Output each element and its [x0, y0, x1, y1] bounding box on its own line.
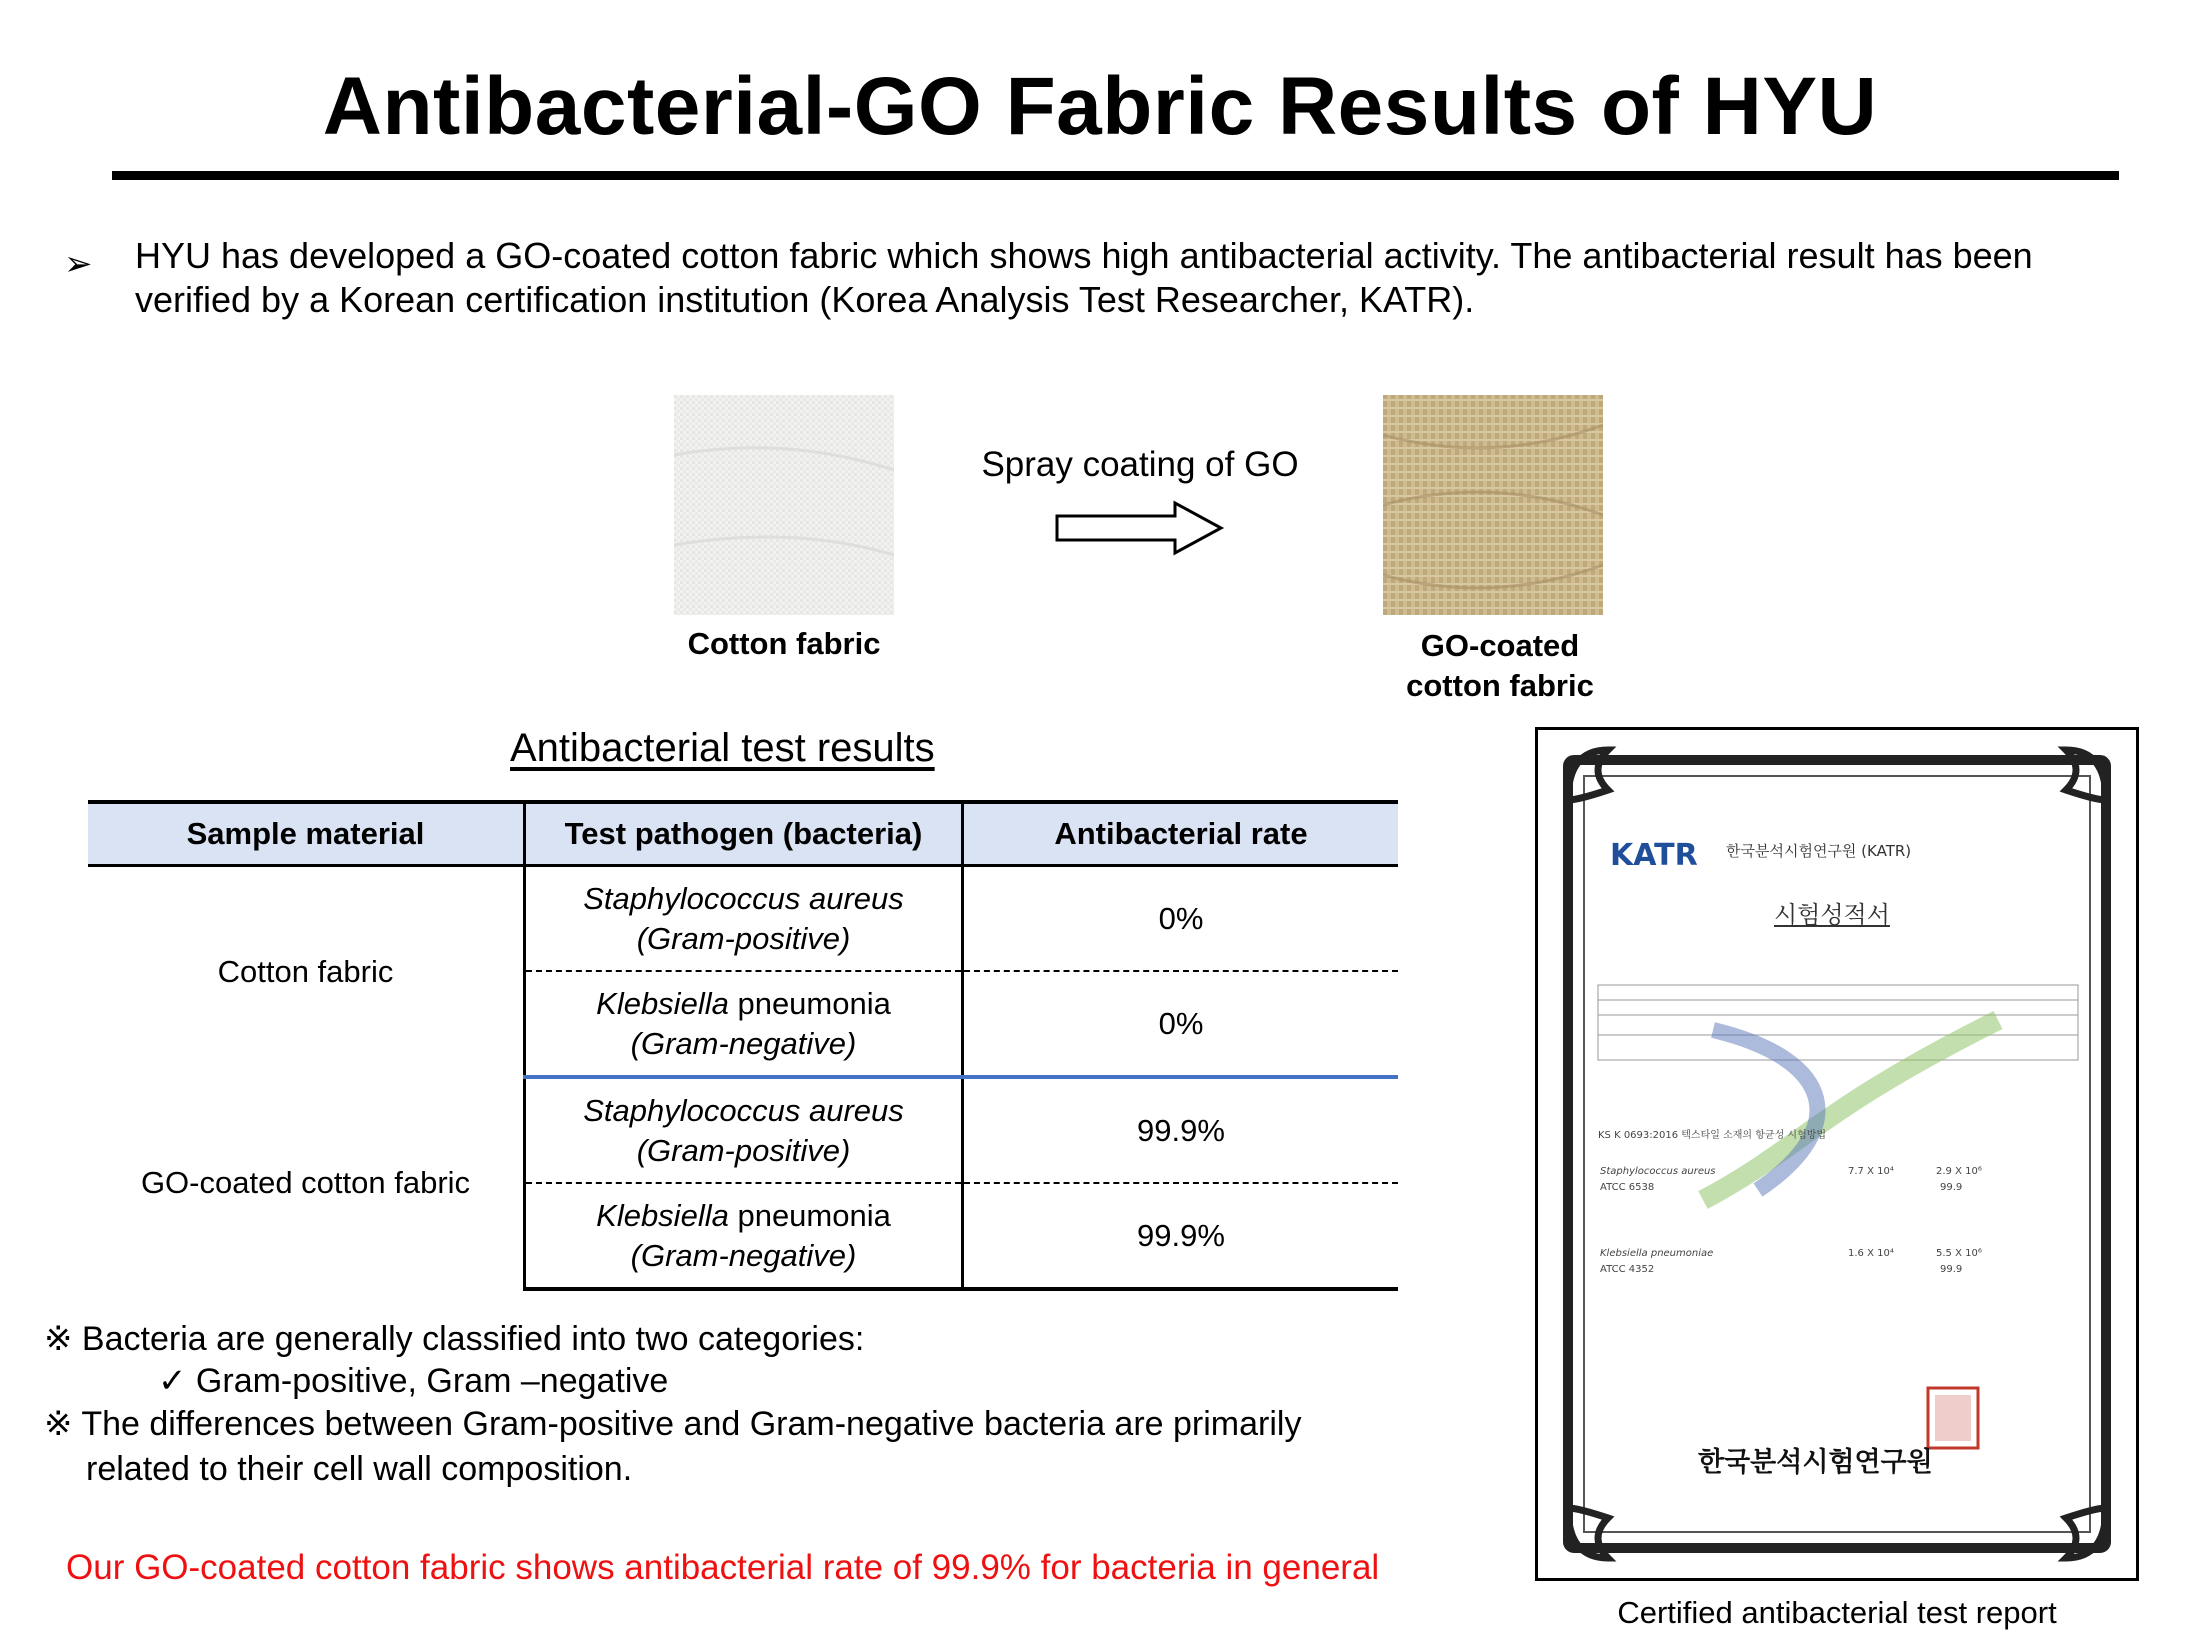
cert-value: 99.9	[1940, 1182, 1963, 1193]
cert-row1-atcc: ATCC 6538	[1600, 1182, 1655, 1193]
header-antibacterial-rate: Antibacterial rate	[963, 802, 1399, 866]
table-row	[88, 1077, 1398, 1183]
results-table	[88, 800, 1398, 1291]
note-gram-types: ✓ Gram-positive, Gram –negative	[158, 1362, 669, 1400]
gram-type: (Gram-negative)	[630, 1237, 857, 1273]
intro-text: HYU has developed a GO-coated cotton fabric which shows high antibacterial activity. The antibacterial result has been verified by a Korean certification institution (Korea Analysis Test Researcher, KATR).	[135, 235, 2033, 320]
cotton-fabric-label: Cotton fabric	[687, 626, 881, 661]
gram-type: (Gram-negative)	[630, 1025, 857, 1061]
note-bacteria-categories: ※ Bacteria are generally classified into two categories:	[44, 1320, 865, 1358]
cert-row2-atcc: ATCC 4352	[1600, 1264, 1655, 1275]
table-title: Antibacterial test results	[510, 726, 935, 770]
pathogen-genus: Klebsiella	[596, 1197, 729, 1233]
page-title: Antibacterial-GO Fabric Results of HYU	[322, 61, 1878, 152]
process-arrow-icon	[1055, 500, 1225, 556]
cert-value: 7.7 X 10⁴	[1848, 1166, 1894, 1177]
rate-cell: 0%	[963, 866, 1399, 972]
pathogen-cell	[525, 866, 963, 972]
note-cell-wall-line2: related to their cell wall composition.	[86, 1450, 633, 1488]
pathogen-genus: Staphylococcus aureus	[583, 880, 904, 916]
katr-logo: KATR	[1610, 838, 1698, 873]
pathogen-species: pneumonia	[728, 985, 891, 1021]
pathogen-cell	[525, 1183, 963, 1289]
go-label-line1: GO-coated	[1420, 628, 1580, 663]
note-cell-wall-line1: ※ The differences between Gram-positive and Gram-negative bacteria are primarily	[44, 1405, 1302, 1443]
title-divider	[112, 171, 2119, 180]
certificate-image	[1535, 727, 2139, 1581]
cert-value: 5.5 X 10⁶	[1936, 1248, 1982, 1259]
pathogen-genus: Klebsiella	[596, 985, 729, 1021]
cert-row2-name: Klebsiella pneumoniae	[1600, 1248, 1714, 1259]
cert-row1-name: Staphylococcus aureus	[1600, 1166, 1716, 1177]
header-sample-material: Sample material	[88, 802, 525, 866]
cert-test-method: KS K 0693:2016 텍스타일 소재의 항균성 시험방법	[1598, 1130, 1827, 1141]
gram-type: (Gram-positive)	[636, 920, 851, 956]
pathogen-genus: Staphylococcus aureus	[583, 1092, 904, 1128]
certificate-footer-org: 한국분석시험연구원	[1698, 1447, 1933, 1478]
rate-cell: 0%	[963, 971, 1399, 1077]
pathogen-cell	[525, 971, 963, 1077]
certificate-title: 시험성적서	[1774, 901, 1890, 929]
cert-value: 1.6 X 10⁴	[1848, 1248, 1894, 1259]
bullet-arrow-icon: ➢	[64, 245, 93, 283]
rate-cell: 99.9%	[963, 1183, 1399, 1289]
conclusion-highlight: Our GO-coated cotton fabric shows antibacterial rate of 99.9% for bacteria in general	[66, 1548, 1380, 1587]
pathogen-species: pneumonia	[728, 1197, 891, 1233]
org-name: 한국분석시험연구원 (KATR)	[1726, 842, 1912, 860]
process-step-label: Spray coating of GO	[981, 445, 1299, 484]
sample-material-cell: Cotton fabric	[217, 954, 394, 989]
cert-value: 2.9 X 10⁶	[1936, 1166, 1982, 1177]
pathogen-cell	[525, 1077, 963, 1183]
gram-type: (Gram-positive)	[636, 1132, 851, 1168]
go-coated-fabric-label	[1340, 626, 1660, 706]
rate-cell: 99.9%	[963, 1077, 1399, 1183]
sample-material-cell: GO-coated cotton fabric	[140, 1165, 471, 1200]
cotton-fabric-image	[674, 395, 894, 615]
certificate-caption: Certified antibacterial test report	[1617, 1595, 2057, 1630]
cert-value: 99.9	[1940, 1264, 1963, 1275]
go-label-line2: cotton fabric	[1406, 668, 1594, 703]
go-coated-fabric-image	[1383, 395, 1603, 615]
table-row	[88, 866, 1398, 972]
header-test-pathogen: Test pathogen (bacteria)	[525, 802, 963, 866]
